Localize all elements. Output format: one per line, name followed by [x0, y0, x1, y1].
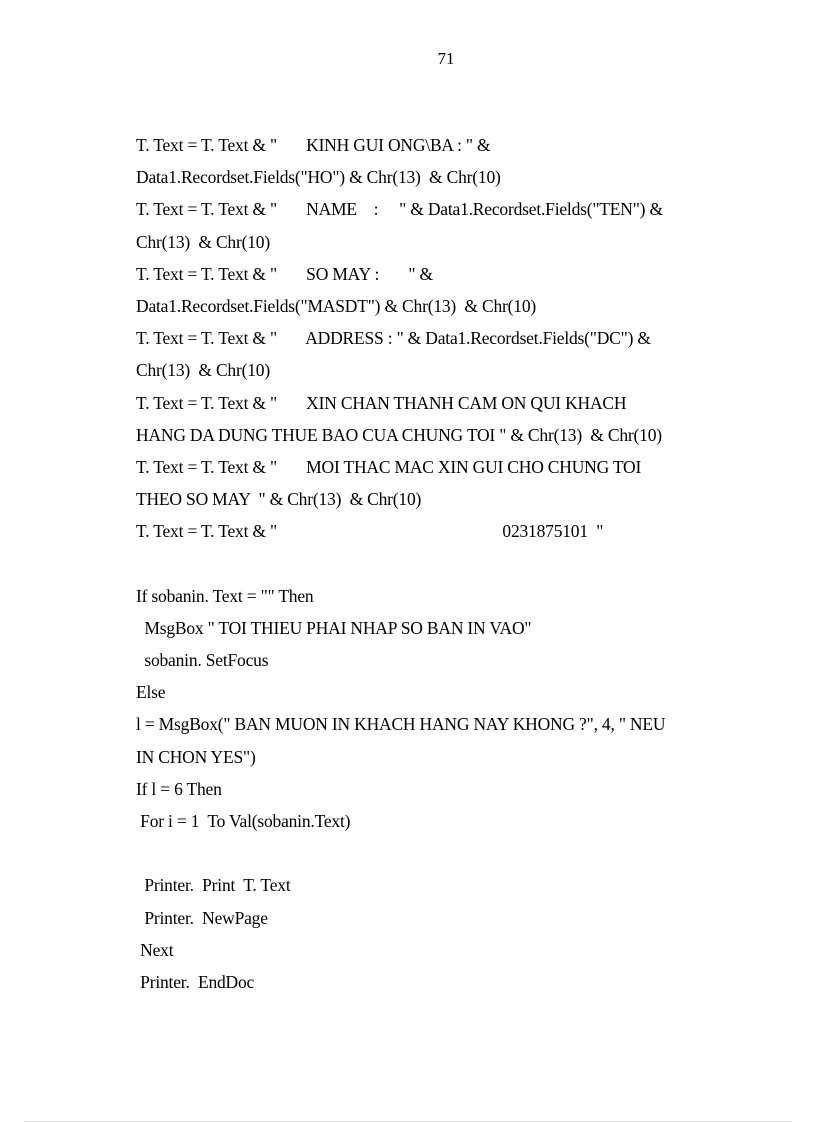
code-line: Chr(13) & Chr(10): [136, 231, 270, 252]
code-line: T. Text = T. Text & " MOI THAC MAC XIN GUI CHO CHUNG TOI: [136, 456, 642, 477]
code-line: T. Text = T. Text & " XIN CHAN THANH CAM ON QUI KHACH: [136, 392, 627, 413]
code-line: MsgBox " TOI THIEU PHAI NHAP SO BAN IN VAO": [136, 617, 532, 638]
code-line: Data1.Recordset.Fields("HO") & Chr(13) & Chr(10): [136, 167, 501, 188]
code-line: If sobanin. Text = "" Then: [136, 585, 314, 606]
code-line: T. Text = T. Text & " KINH GUI ONG\BA : " &: [136, 135, 491, 155]
code-line: Printer. EndDoc: [136, 971, 255, 992]
code-line: IN CHON YES"): [136, 746, 256, 767]
code-line: For i = 1 To Val(sobanin.Text): [136, 810, 351, 831]
code-line: Printer. NewPage: [136, 907, 268, 928]
code-line: Next: [136, 939, 174, 960]
page-number: 71: [437, 49, 455, 68]
code-line: T. Text = T. Text & " SO MAY : " &: [136, 263, 433, 284]
code-listing: [136, 129, 736, 998]
code-line: sobanin. SetFocus: [136, 650, 269, 670]
code-line: HANG DA DUNG THUE BAO CUA CHUNG TOI " & Chr(13) & Chr(10): [136, 424, 662, 445]
code-line: l = MsgBox(" BAN MUON IN KHACH HANG NAY KHONG ?", 4, " NEU: [136, 714, 666, 735]
code-line: If l = 6 Then: [136, 778, 222, 799]
code-line: THEO SO MAY " & Chr(13) & Chr(10): [136, 489, 422, 510]
code-line: T. Text = T. Text & " ADDRESS : " & Data1.Recordset.Fields("DC") &: [136, 328, 651, 349]
page-bottom-rule: [24, 1121, 792, 1122]
code-line: Printer. Print T. Text: [136, 875, 291, 896]
code-line: Else: [136, 682, 166, 703]
blank-line: [136, 547, 736, 579]
code-line: T. Text = T. Text & " NAME : " & Data1.Recordset.Fields("TEN") &: [136, 199, 663, 220]
blank-line: [136, 837, 736, 869]
code-line: Data1.Recordset.Fields("MASDT") & Chr(13) & Chr(10): [136, 295, 537, 316]
code-line: Chr(13) & Chr(10): [136, 360, 270, 381]
code-line: T. Text = T. Text & " 0231875101 ": [136, 521, 604, 542]
